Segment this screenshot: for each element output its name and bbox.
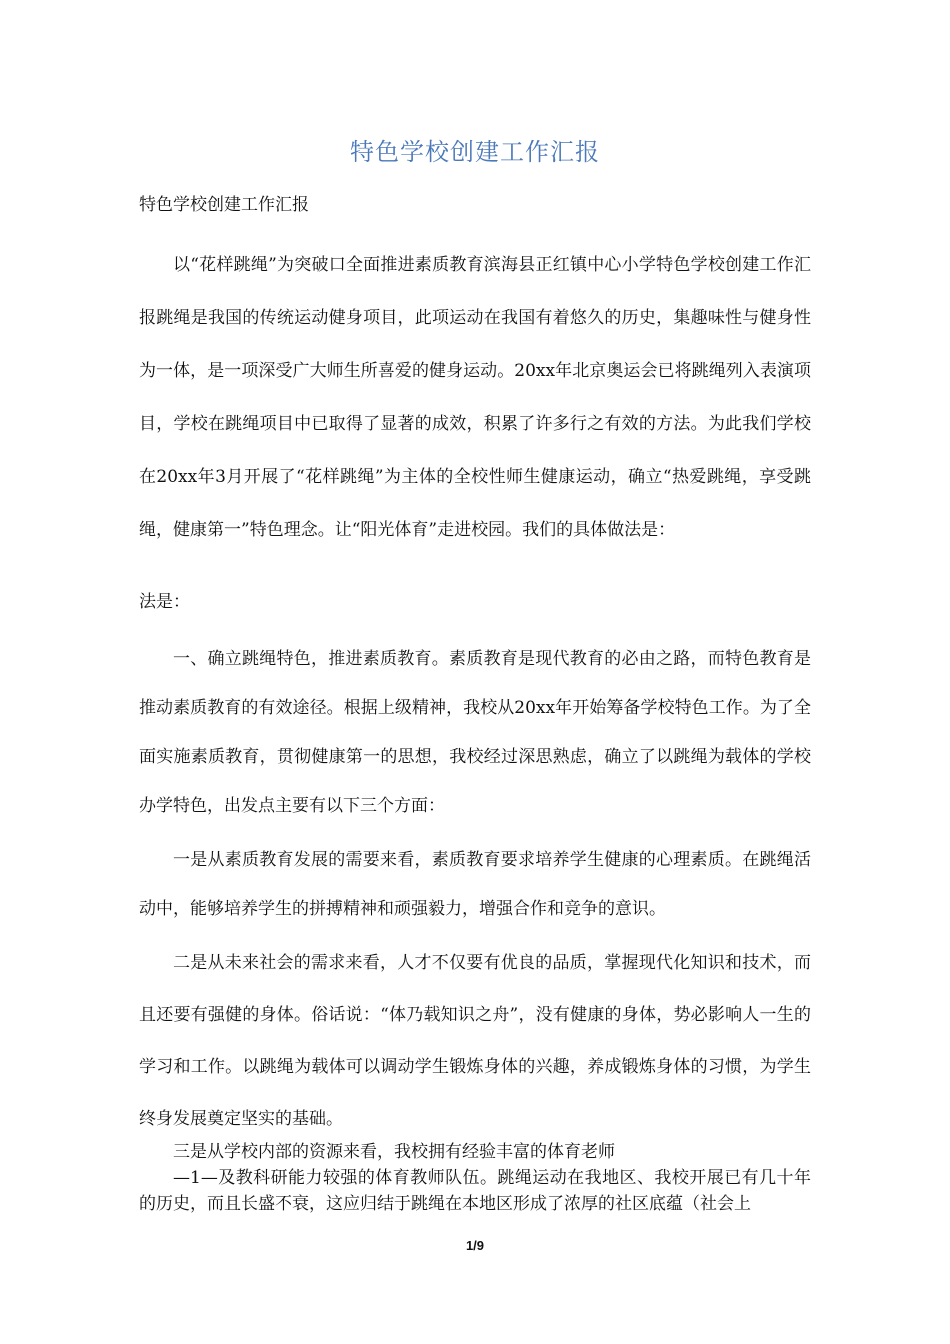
paragraph-section-one-block bbox=[139, 635, 811, 831]
paragraph-point-one: 一是从素质教育发展的需要来看，素质教育要求培养学生健康的心理素质。在跳绳活动中，能够培养学生的拼搏精神和顽强毅力，增强合作和竞争的意识。 bbox=[139, 850, 811, 919]
paragraph-point-two-block bbox=[139, 937, 811, 1145]
paragraph-point-three-block bbox=[139, 1137, 811, 1167]
paragraph-fashi: 法是： bbox=[139, 592, 190, 612]
paragraph-intro: 以“花样跳绳”为突破口全面推进素质教育滨海县正红镇中心小学特色学校创建工作汇报跳绳是我国的传统运动健身项目，此项运动在我国有着悠久的历史，集趣味性与健身性为一体，是一项深受广大师生所喜爱的健身运动。20xx年北京奥运会已将跳绳列入表演项目，学校在跳绳项目中已取得了显著的成效，积累了许多行之有效的方法。为此我们学校在20xx年3月开展了“花样跳绳”为主体的全校性师生健康运动，确立“热爱跳绳，享受跳绳，健康第一”特色理念。让“阳光体育”走进校园。我们的具体做法是： bbox=[139, 255, 811, 540]
document-title: 特色学校创建工作汇报 bbox=[350, 138, 600, 166]
paragraph-point-one-block bbox=[139, 836, 811, 934]
paragraph-section-one: 一、确立跳绳特色，推进素质教育。素质教育是现代教育的必由之路，而特色教育是推动素质教育的有效途径。根据上级精神，我校从20xx年开始筹备学校特色工作。为了全面实施素质教育，贯彻健康第一的思想，我校经过深思熟虑，确立了以跳绳为载体的学校办学特色，出发点主要有以下三个方面： bbox=[139, 649, 811, 816]
paragraph-continuation: —1—及教科研能力较强的体育教师队伍。跳绳运动在我地区、我校开展已有几十年的历史，而且长盛不衰，这应归结于跳绳在本地区形成了浓厚的社区底蕴（社会上 bbox=[139, 1168, 811, 1214]
paragraph-point-two: 二是从未来社会的需求来看，人才不仅要有优良的品质，掌握现代化知识和技术，而且还要有强健的身体。俗话说：“体乃载知识之舟”，没有健康的身体，势必影响人一生的学习和工作。以跳绳为载体可以调动学生锻炼身体的兴趣，养成锻炼身体的习惯，为学生终身发展奠定坚实的基础。 bbox=[139, 953, 811, 1129]
paragraph-point-three: 三是从学校内部的资源来看，我校拥有经验丰富的体育老师 bbox=[173, 1142, 615, 1162]
document-subtitle: 特色学校创建工作汇报 bbox=[139, 195, 309, 215]
paragraph-fashi-block bbox=[139, 587, 811, 617]
paragraph-continuation-block bbox=[139, 1165, 811, 1217]
paragraph-intro-block bbox=[139, 239, 811, 557]
page-number: 1/9 bbox=[465, 1238, 485, 1253]
